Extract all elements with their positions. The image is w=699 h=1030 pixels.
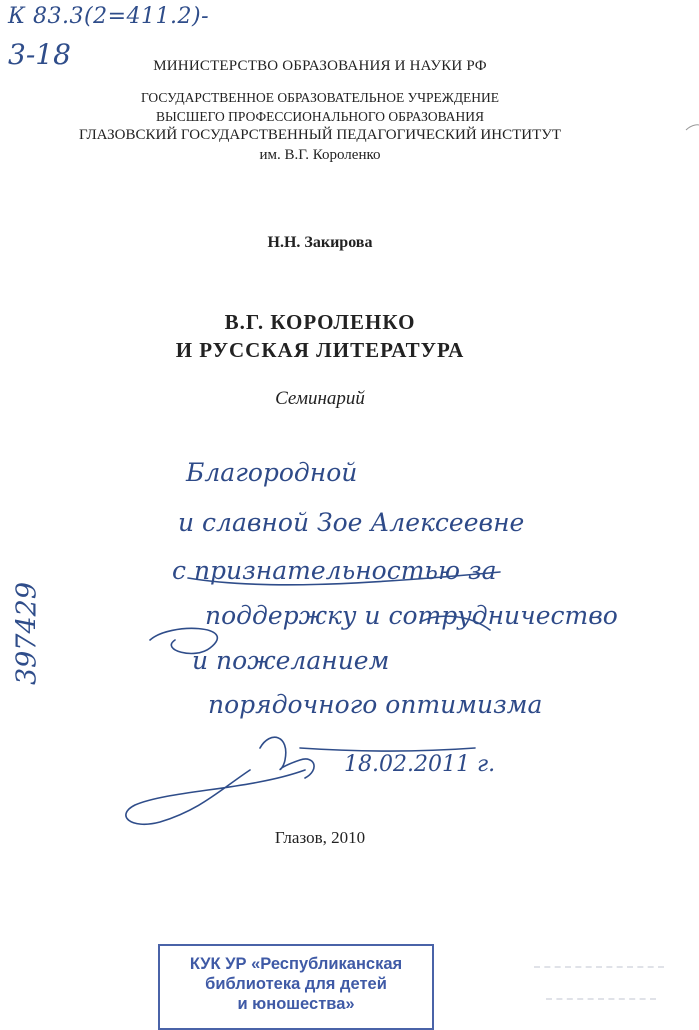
faded-stamp	[516, 958, 676, 1028]
library-stamp	[158, 944, 434, 1030]
dedication-line-3: с признательностью за	[172, 556, 497, 585]
signature-stroke	[260, 737, 314, 778]
book-subtitle: Семинарий	[275, 388, 365, 409]
dedication-line-6: порядочного оптимизма	[208, 690, 543, 719]
author-name: Н.Н. Закирова	[267, 234, 373, 251]
book-title-line-2: И РУССКАЯ ЛИТЕРАТУРА	[175, 338, 465, 362]
institution-line-2: ВЫСШЕГО ПРОФЕССИОНАЛЬНОГО ОБРАЗОВАНИЯ	[155, 109, 485, 124]
dedication-date: 18.02.2011 г.	[344, 752, 496, 777]
imprint-place-year: Глазов, 2010	[274, 828, 366, 847]
stamp-line-2: библиотека для детей	[205, 975, 387, 993]
stamp-line-3: и юношества»	[237, 995, 355, 1013]
inventory-number: 397429	[11, 581, 43, 686]
stamp-line-1: КУК УР «Республиканская	[189, 955, 403, 973]
faded-stamp-line-2	[546, 998, 656, 1000]
institution-line-1: ГОСУДАРСТВЕННОЕ ОБРАЗОВАТЕЛЬНОЕ УЧРЕЖДЕНИЕ	[140, 90, 500, 105]
underline-stroke-1	[188, 572, 500, 585]
flourish-stroke	[126, 770, 305, 824]
dedication-line-5: и пожеланием	[192, 646, 390, 675]
dedication-line-1: Благородной	[186, 458, 358, 487]
date-underline	[300, 748, 475, 751]
institution-line-3: ГЛАЗОВСКИЙ ГОСУДАРСТВЕННЫЙ ПЕДАГОГИЧЕСКИЙ ИНСТИТУТ	[78, 127, 562, 143]
dedication-line-4: поддержку и сотрудничество	[205, 601, 618, 630]
book-title-line-1: В.Г. КОРОЛЕНКО	[224, 310, 416, 334]
author-mark: 3-18	[8, 38, 71, 71]
dedication-line-2: и славной Зое Алексеевне	[178, 508, 525, 537]
institution-line-4: им. В.Г. Короленко	[259, 147, 381, 163]
shelf-code: К 83.3(2=411.2)-	[8, 4, 210, 29]
ministry-line: МИНИСТЕРСТВО ОБРАЗОВАНИЯ И НАУКИ РФ	[153, 58, 487, 74]
faded-stamp-line-1	[534, 966, 664, 968]
page-edge-mark	[686, 125, 699, 130]
underline-stroke-2	[150, 628, 217, 653]
underline-stroke-3	[420, 616, 490, 630]
